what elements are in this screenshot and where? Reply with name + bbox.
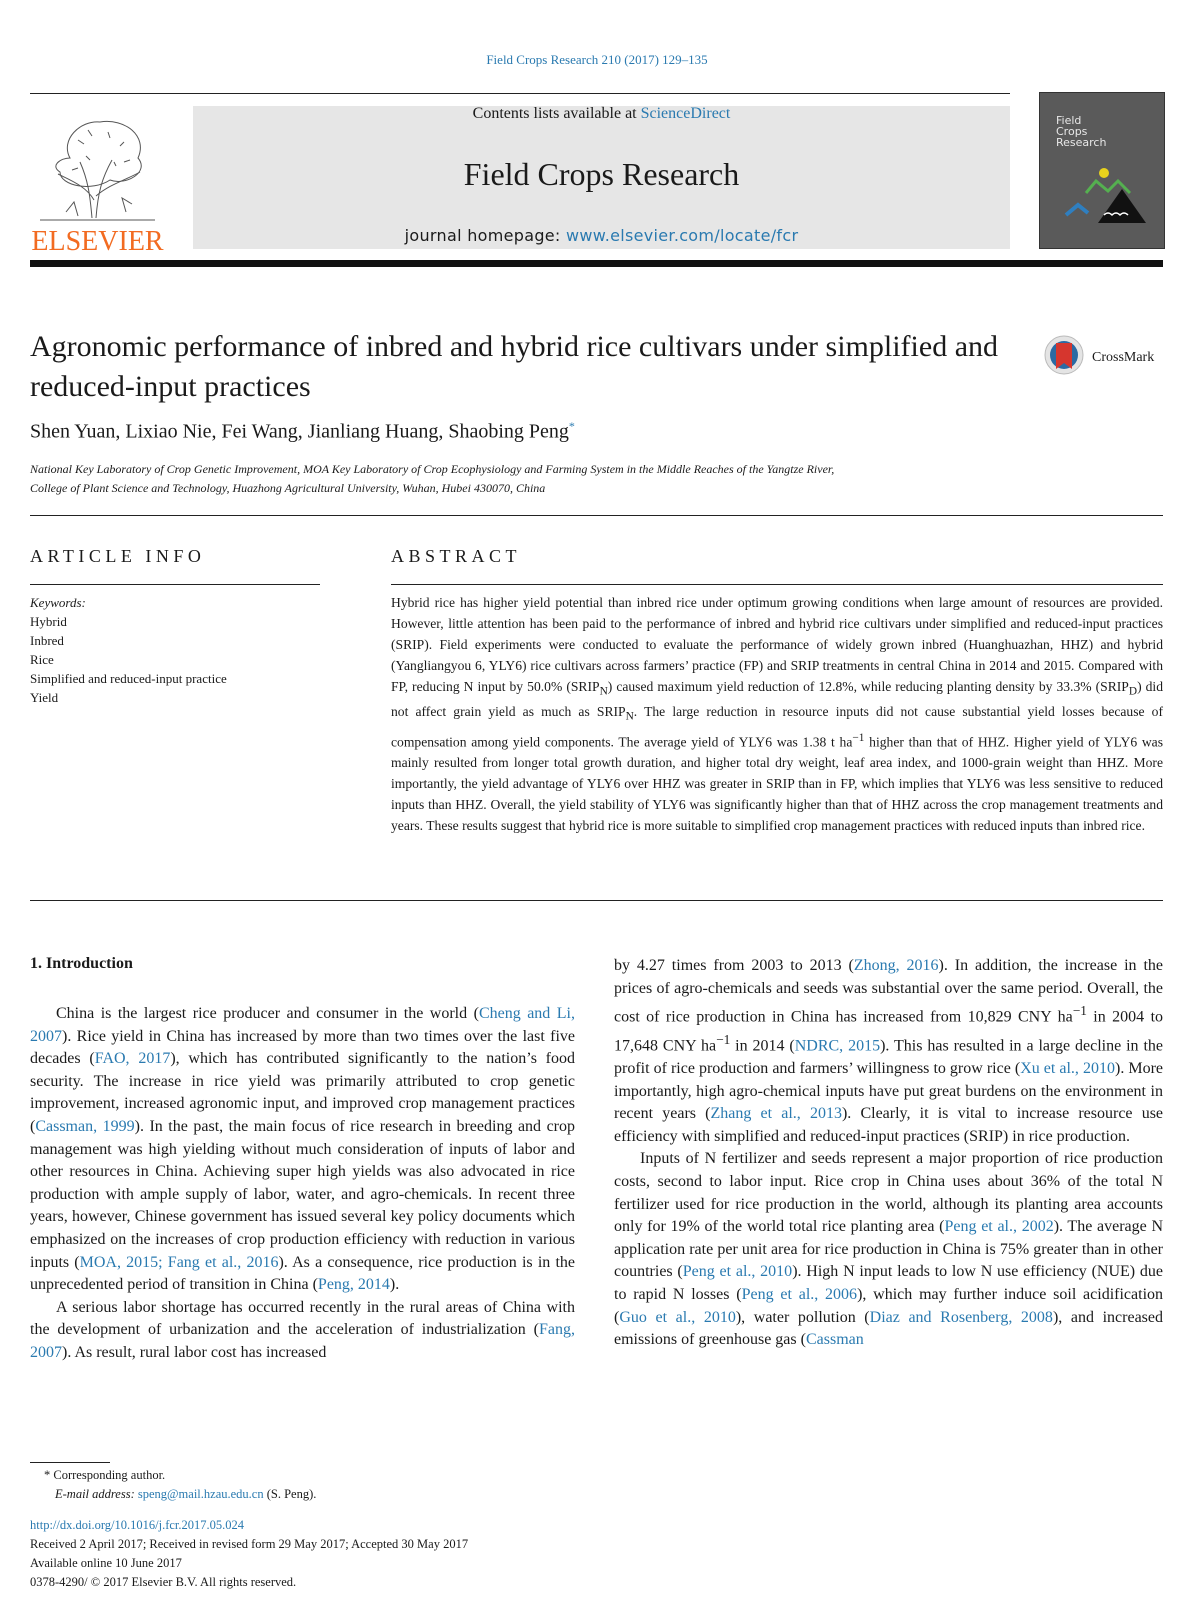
superscript: −1 [1072, 1003, 1087, 1019]
cover-title-line: Field [1056, 114, 1082, 127]
text-run: ). More importantly, high agro-chemical inputs have put great burdens on the environment in recent years ( [614, 1060, 1164, 1123]
text-run: ), water pollution ( [735, 1308, 870, 1326]
reference-link[interactable]: Diaz and Rosenberg, 2008 [869, 1308, 1053, 1326]
text-run: Inputs of N fertilizer and seeds represent a major proportion of rice production costs, second to labor input. Rice crop in China uses about 36% of the total N fertilizer used for rice production in the world, although its planting area accounts only for 19% of the world total rice planting area ( [614, 1150, 1163, 1236]
header-rule [30, 93, 1010, 94]
paragraph [30, 1003, 575, 1297]
sciencedirect-link[interactable]: ScienceDirect [640, 105, 731, 122]
copyright-line: 0378-4290/ © 2017 Elsevier B.V. All rights reserved. [30, 1575, 297, 1589]
affiliation-line: College of Plant Science and Technology, Huazhong Agricultural University, Wuhan, Hubei 430070, China [30, 481, 546, 495]
reference-link[interactable]: Fang, 2007 [30, 1321, 575, 1361]
keywords-block [30, 593, 227, 707]
homepage-line [193, 226, 1010, 245]
contents-prefix: Contents lists available at [472, 105, 641, 122]
text-run: by 4.27 times from 2003 to 2013 ( [614, 957, 854, 974]
reference-link[interactable]: Zhong, 2016 [853, 957, 939, 974]
text-run: A serious labor shortage has occurred recently in the rural areas of China with the development of urbanization and the acceleration of industrialization ( [30, 1298, 575, 1339]
email-link[interactable]: speng@mail.hzau.edu.cn [137, 1487, 264, 1501]
text-run: ). As a consequence, rice production is in the unprecedented period of transition in China ( [30, 1253, 576, 1294]
reference-link[interactable]: Cheng and Li, 2007 [30, 1005, 576, 1045]
paragraph [614, 1148, 1163, 1351]
reference-link[interactable]: NDRC, 2015 [794, 1037, 881, 1055]
reference-link[interactable]: Peng et al., 2002 [944, 1218, 1054, 1236]
journal-cover-thumbnail[interactable] [1039, 92, 1165, 249]
affiliation [30, 460, 1130, 498]
journal-citation[interactable] [0, 52, 1194, 68]
text-run: ), and increased emissions of greenhouse gas ( [614, 1308, 1164, 1349]
doi-link[interactable]: http://dx.doi.org/10.1016/j.fcr.2017.05.024 [30, 1518, 245, 1532]
reference-link[interactable]: Zhang et al., 2013 [710, 1105, 842, 1123]
journal-name: Field Crops Research [463, 156, 740, 192]
text-run: ). Rice yield in China has increased by more than two times over the last five decades ( [30, 1027, 575, 1068]
author-names: Shen Yuan, Lixiao Nie, Fei Wang, Jianliang Huang, Shaobing Peng [30, 420, 569, 443]
doi-line[interactable] [30, 1516, 244, 1534]
homepage-link[interactable]: www.elsevier.com/locate/fcr [566, 226, 799, 245]
reference-link[interactable]: Peng, 2014 [317, 1276, 390, 1294]
text-run: ). [389, 1276, 400, 1294]
affiliation-line: National Key Laboratory of Crop Genetic Improvement, MOA Key Laboratory of Crop Ecophysiology and Farming System in the Middle Reaches of the Yangtze River, [30, 462, 835, 476]
email-note [55, 1485, 316, 1503]
author-list [30, 419, 575, 444]
abstract-segment: ) did not affect grain yield as much as SRIP [391, 678, 1164, 720]
reference-link[interactable]: Guo et al., 2010 [619, 1308, 736, 1326]
paragraph [614, 955, 1163, 1148]
text-run: ). As result, rural labor cost has increased [62, 1343, 327, 1361]
reference-link[interactable]: MOA, 2015; Fang et al., 2016 [79, 1253, 279, 1271]
crossmark-icon[interactable] [1044, 335, 1084, 375]
citation-link[interactable]: Field Crops Research 210 (2017) 129–135 [486, 52, 708, 67]
text-run: ). This has resulted in a large decline in the profit of rice production and farmers’ willingness to grow rice ( [614, 1037, 1163, 1078]
article-info-heading: ARTICLE INFO [30, 546, 206, 566]
corresponding-author-note: * Corresponding author. [44, 1468, 166, 1482]
reference-link[interactable]: Peng et al., 2010 [682, 1263, 793, 1281]
text-run: ), which may further induce soil acidification ( [614, 1285, 1164, 1326]
abstract-bottom-rule [30, 900, 1163, 901]
homepage-prefix: journal homepage: [404, 226, 567, 245]
reference-link[interactable]: Peng et al., 2006 [741, 1285, 858, 1303]
email-label: E-mail address: [55, 1487, 138, 1501]
affiliation-rule [30, 515, 1163, 516]
text-run: ). The average N application rate per unit area for rice production in China is 75% greater than in other countries ( [614, 1218, 1163, 1281]
text-run: in 2004 to 17,648 CNY ha [614, 1008, 1164, 1055]
superscript: −1 [716, 1032, 731, 1048]
text-run: ). High N input leads to low N use efficiency (NUE) due to rapid N losses ( [614, 1263, 1164, 1303]
cover-title-line: Research [1056, 136, 1107, 149]
reference-link[interactable]: Cassman [805, 1331, 864, 1349]
reference-link[interactable]: Cassman, 1999 [35, 1117, 135, 1135]
abstract-segment: ) caused maximum yield reduction of 12.8%, while reducing planting density by 33.3% (SRIP [607, 678, 1129, 694]
abstract-text [391, 593, 1163, 837]
abstract-segment: Hybrid rice has higher yield potential than inbred rice under optimum growing conditions when large amount of resources are provided. However, little attention has been paid to the performance of inbred and hybrid rice cultivars under simplified and reduced-input practices (SRIP). Field experiments were conducted to evaluate the performance of widely grown inbred (Huanghuazhan, HHZ) and hybrid (Yangliangyou 6, YLY6) rice cultivars across farmers’ practice (FP) and SRIP treatments in central China in 2014 and 2015. Compared with FP, reducing N input by 50.0% (SRIP [391, 595, 1163, 694]
keywords-label: Keywords: [30, 595, 86, 610]
abstract-heading: ABSTRACT [391, 546, 522, 566]
body-column-left [30, 1003, 575, 1365]
text-run: ). In addition, the increase in the prices of agro-chemicals and seeds was substantial over the same period. Overall, the cost of rice production in China has increased from 10,829 CNY ha [614, 957, 1163, 1026]
section-heading-introduction: 1. Introduction [30, 955, 133, 972]
abstract-segment: . The large reduction in resource inputs did not cause substantial yield losses because of compensation among yield components. The average yield of YLY6 was 1.38 t ha [391, 704, 1163, 750]
footnote-rule [30, 1462, 110, 1463]
text-run: China is the largest rice producer and consumer in the world ( [56, 1005, 479, 1022]
abstract-rule [391, 584, 1163, 585]
contents-line [193, 105, 1010, 123]
keyword: Hybrid [30, 614, 67, 629]
crossmark-label[interactable]: CrossMark [1092, 350, 1155, 365]
text-run: ), which has contributed significantly to the nation’s food security. The increase in rice yield was primarily attributed to crop genetic improvement, increased agronomic input, and improved crop management practices ( [30, 1050, 576, 1135]
article-title: Agronomic performance of inbred and hybrid rice cultivars under simplified and reduced-input practices [30, 330, 999, 403]
reference-link[interactable]: FAO, 2017 [94, 1050, 171, 1068]
abstract-segment: higher than that of HHZ. Higher yield of YLY6 was mainly resulted from longer total growth duration, and higher total dry weight, leaf area index, and 1000-grain weight than HHZ. More importantly, the yield advantage of YLY6 over HHZ was greater in SRIP than in FP, which implies that YLY6 was less sensitive to reduced inputs than HHZ. Overall, the yield stability of YLY6 was significantly higher than that of HHZ across the crop management treatments and years. These results suggest that hybrid rice is more suitable to simplified crop management practices with reduced inputs than inbred rice. [391, 734, 1163, 834]
received-history: Received 2 April 2017; Received in revised form 29 May 2017; Accepted 30 May 2017 [30, 1537, 469, 1551]
cover-title-line: Crops [1056, 125, 1088, 138]
subscript: D [1128, 685, 1138, 698]
paragraph [30, 1297, 575, 1365]
body-column-right [614, 955, 1163, 1352]
subscript: N [625, 710, 634, 723]
keyword: Rice [30, 652, 54, 667]
text-run: in 2014 ( [730, 1037, 795, 1055]
corresponding-author-mark[interactable]: * [568, 419, 575, 433]
header-thick-rule [30, 260, 1163, 267]
superscript: −1 [852, 731, 865, 744]
text-run: ). In the past, the main focus of rice research in breeding and crop management was high yielding without much consideration of inputs of labor and other resources in China. Achieving super high yields was also advocated in rice production with ample supply of labor, water, and agro-chemicals. In recent three years, however, Chinese government has issued several key policy documents which emphasized on the increases of crop production efficiency with reduction in various inputs ( [30, 1117, 576, 1271]
subscript: N [599, 685, 608, 698]
cover-artwork [1040, 93, 1164, 248]
email-suffix: (S. Peng). [263, 1487, 317, 1501]
text-run: ). Clearly, it is vital to increase resource use efficiency with simplified and reduced-input practices (SRIP) in rice production. [614, 1105, 1164, 1145]
available-online: Available online 10 June 2017 [30, 1556, 182, 1570]
keyword: Yield [30, 690, 59, 705]
keyword: Simplified and reduced-input practice [30, 671, 227, 686]
article-info-rule [30, 584, 320, 585]
keyword: Inbred [30, 633, 64, 648]
reference-link[interactable]: Xu et al., 2010 [1020, 1060, 1115, 1078]
elsevier-wordmark: ELSEVIER [31, 226, 164, 257]
